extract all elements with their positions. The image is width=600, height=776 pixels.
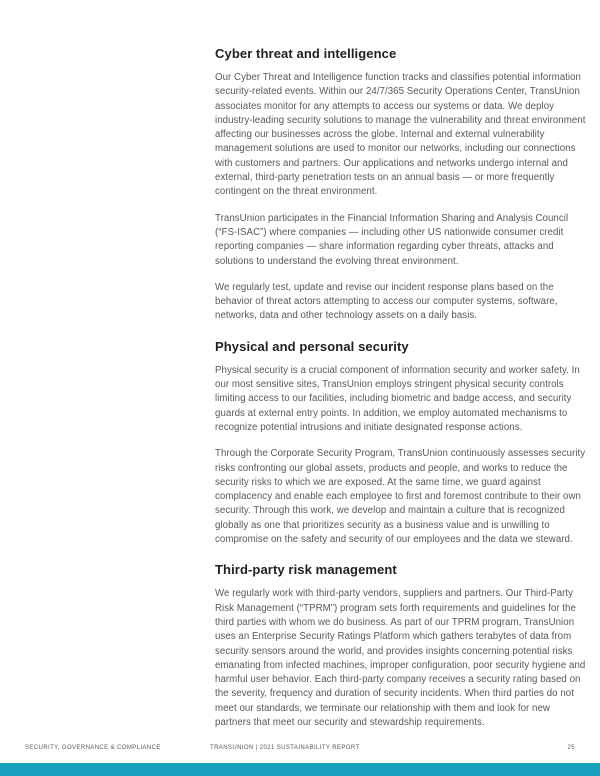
content-column	[215, 0, 586, 742]
paragraph: TransUnion participates in the Financial Information Sharing and Analysis Council (“FS-ISAC”) where companies — including other US nationwide consumer credit reporting companies — share information regarding cyber threats, attacks and solutions to understand the evolving threat environment.	[215, 212, 569, 267]
page-footer	[0, 742, 600, 754]
paragraph: We regularly test, update and revise our incident response plans based on the behavior of threat actors attempting to access our computer systems, software, networks, data and other technology assets on a daily basis.	[215, 281, 558, 322]
section-heading-cyber-threat: Cyber threat and intelligence	[215, 46, 397, 61]
paragraph: Physical security is a crucial component of information security and worker safety. In our most sensitive sites, TransUnion employs stringent physical security controls limiting access to our facilities, including biometric and badge access, and security guards at external entry points. In addition, we employ automated mechanisms to recognize potential intrusions and initiate designated response actions.	[215, 364, 580, 433]
accent-bar	[0, 763, 600, 776]
section-physical-security	[215, 340, 586, 548]
section-heading-physical-security: Physical and personal security	[215, 338, 409, 354]
section-heading-third-party-risk: Third-party risk management	[215, 562, 397, 578]
footer-page-number: 25	[567, 745, 575, 751]
paragraph: Through the Corporate Security Program, TransUnion continuously assesses security risks confronting our global assets, products and people, and works to reduce the security risks to which we are exposed. At the same time, we guard against complacency and enable each employee to first and foremost contribute to their own security. Through this work, we develop and maintain a culture that is recognized globally as one that prioritizes security as a business value and is unwilling to compromise on the safety and security of our employees and the data we steward.	[215, 448, 586, 546]
footer-report-title: TRANSUNION | 2021 SUSTAINABILITY REPORT	[210, 745, 360, 751]
footer-section-label: SECURITY, GOVERNANCE & COMPLIANCE	[25, 745, 161, 751]
section-third-party-risk	[215, 563, 586, 730]
paragraph: Our Cyber Threat and Intelligence function tracks and classifies potential information security-related events. Within our 24/7/365 Security Operations Center, TransUnion associates monitor for any attempts to access our systems or data. We deploy industry-leading security solutions to manage the vulnerability and threat environment affecting our businesses across the globe. Internal and external vulnerability management solutions are used to monitor our networks, including our connections with customers and partners. Our applications and networks undergo internal and external, third-party penetration tests on an annual basis — or more frequently contingent on the threat environment.	[215, 72, 586, 198]
section-cyber-threat	[215, 47, 586, 324]
paragraph: We regularly work with third-party vendors, suppliers and partners. Our Third-Party Risk Management (“TPRM”) program sets forth requirements and guidelines for the third parties with whom we do business. As part of our TPRM program, TransUnion uses an Enterprise Security Ratings Platform which gathers terabytes of data from security sensors around the world, and provides insights concerning potential risks emanating from infected machines, improper configuration, poor security hygiene and harmful user behavior. Each third-party company receives a security rating based on the severity, frequency and duration of security incidents. When third parties do not meet our standards, we terminate our relationship with them and look for new partners that meet our security and stewardship requirements.	[215, 588, 586, 728]
